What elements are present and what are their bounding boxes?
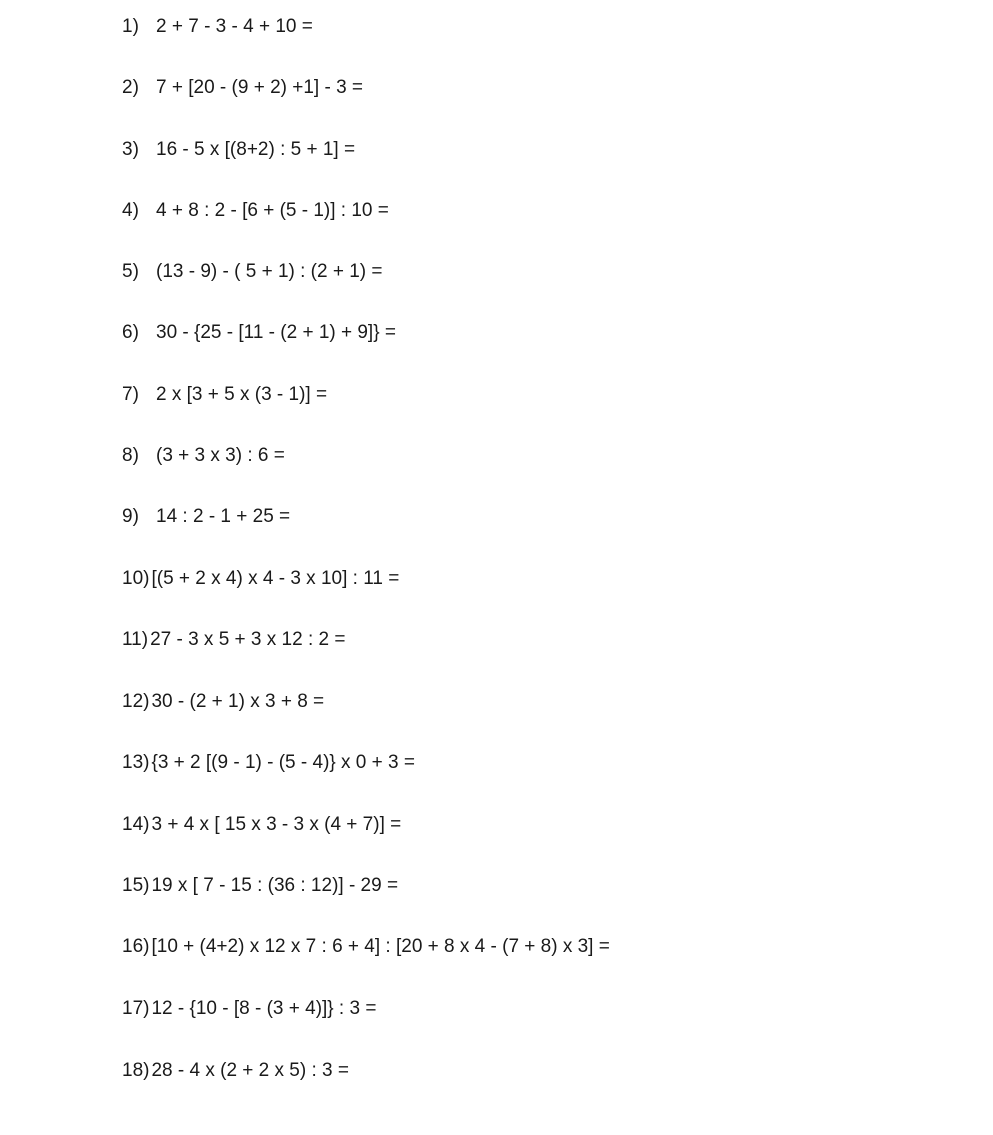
exercise-expression: 16 - 5 x [(8+2) : 5 + 1] = — [156, 139, 356, 160]
exercise-number: 6) — [122, 322, 139, 343]
exercise-number: 5) — [122, 261, 139, 282]
exercise-number: 17) — [122, 998, 150, 1019]
exercise-expression: 2 x [3 + 5 x (3 - 1)] = — [156, 384, 328, 405]
exercise-item — [122, 625, 345, 655]
exercise-item — [122, 564, 399, 594]
exercise-number: 7) — [122, 384, 139, 405]
exercise-item — [122, 748, 415, 778]
exercise-number: 8) — [122, 445, 139, 466]
exercise-expression: 19 x [ 7 - 15 : (36 : 12)] - 29 = — [151, 875, 399, 896]
exercise-number: 11) — [122, 629, 149, 650]
exercise-expression: 28 - 4 x (2 + 2 x 5) : 3 = — [151, 1060, 349, 1081]
exercise-item — [122, 687, 324, 717]
exercise-expression: (13 - 9) - ( 5 + 1) : (2 + 1) = — [156, 261, 383, 282]
exercise-item — [122, 135, 355, 165]
exercise-item — [122, 318, 396, 348]
exercise-expression: 3 + 4 x [ 15 x 3 - 3 x (4 + 7)] = — [151, 814, 402, 835]
exercise-item — [122, 73, 363, 103]
exercise-expression: 14 : 2 - 1 + 25 = — [156, 506, 291, 527]
exercise-expression: (3 + 3 x 3) : 6 = — [156, 445, 285, 466]
exercise-item — [122, 196, 389, 226]
exercise-expression: [10 + (4+2) x 12 x 7 : 6 + 4] : [20 + 8 x 4 - (7 + 8) x 3] = — [151, 936, 610, 957]
exercise-expression: 4 + 8 : 2 - [6 + (5 - 1)] : 10 = — [156, 200, 389, 221]
exercise-number: 9) — [122, 506, 139, 527]
exercise-number: 4) — [122, 200, 139, 221]
exercise-expression: 2 + 7 - 3 - 4 + 10 = — [156, 16, 313, 37]
exercise-expression: 27 - 3 x 5 + 3 x 12 : 2 = — [150, 629, 346, 650]
exercise-item — [122, 932, 610, 962]
exercise-number: 10) — [122, 568, 150, 589]
exercise-expression: [(5 + 2 x 4) x 4 - 3 x 10] : 11 = — [151, 568, 400, 589]
exercise-number: 1) — [122, 16, 139, 37]
exercise-number: 14) — [122, 814, 150, 835]
exercise-item — [122, 1056, 349, 1086]
exercise-number: 12) — [122, 691, 150, 712]
exercise-number: 13) — [122, 752, 150, 773]
exercise-number: 18) — [122, 1060, 150, 1081]
exercise-item — [122, 380, 327, 410]
exercise-item — [122, 257, 383, 287]
exercise-item — [122, 12, 313, 42]
exercise-item — [122, 502, 290, 532]
exercise-item — [122, 871, 398, 901]
exercise-number: 3) — [122, 139, 139, 160]
exercise-number: 15) — [122, 875, 150, 896]
exercise-item — [122, 810, 401, 840]
exercise-expression: {3 + 2 [(9 - 1) - (5 - 4)} x 0 + 3 = — [151, 752, 415, 773]
exercise-expression: 7 + [20 - (9 + 2) +1] - 3 = — [156, 77, 364, 98]
exercise-expression: 30 - {25 - [11 - (2 + 1) + 9]} = — [156, 322, 396, 343]
exercise-item — [122, 441, 285, 471]
exercise-expression: 12 - {10 - [8 - (3 + 4)]} : 3 = — [151, 998, 377, 1019]
exercise-number: 2) — [122, 77, 139, 98]
exercise-expression: 30 - (2 + 1) x 3 + 8 = — [151, 691, 325, 712]
exercise-item — [122, 994, 376, 1024]
exercise-number: 16) — [122, 936, 150, 957]
